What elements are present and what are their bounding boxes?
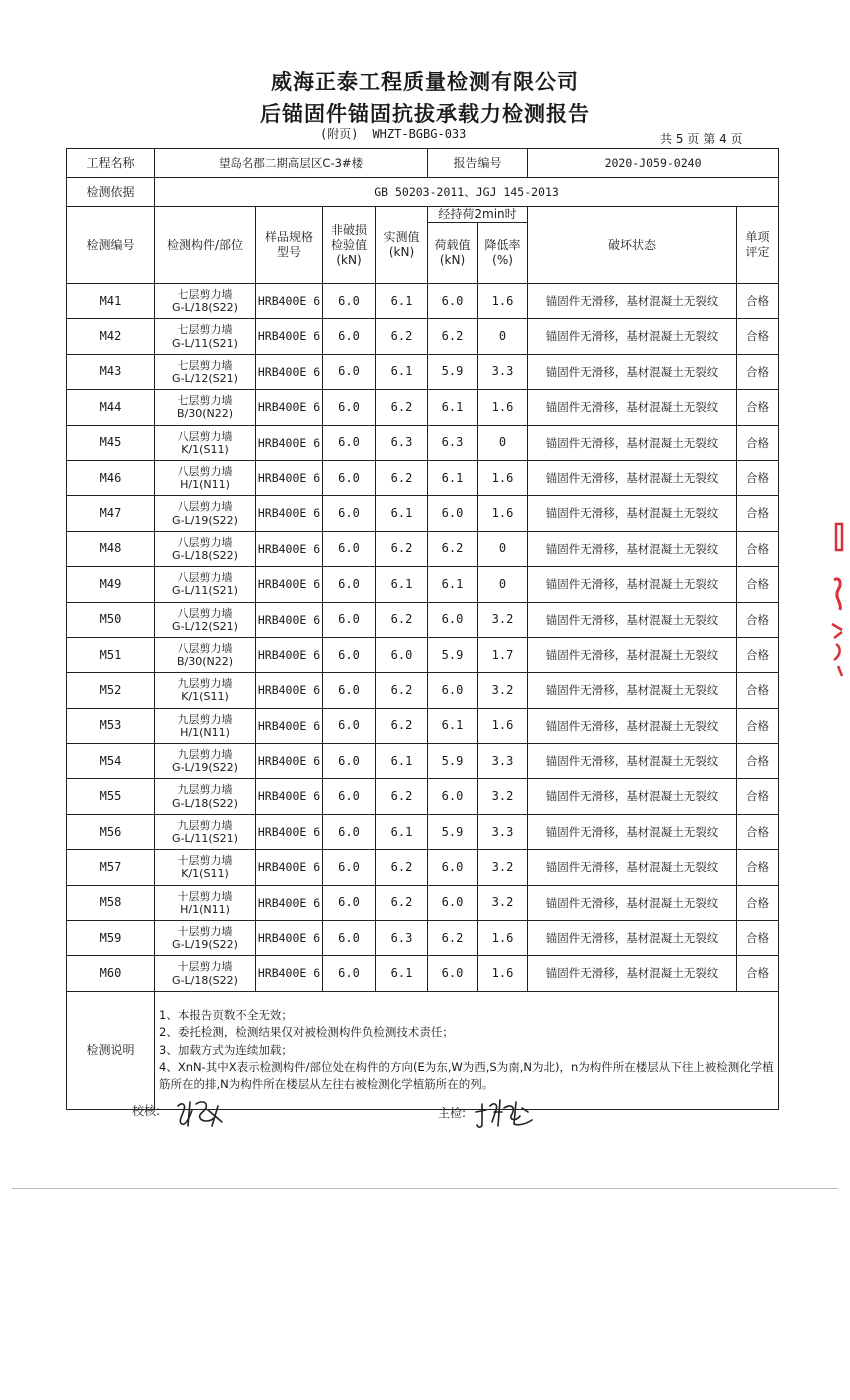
note-item: 1、本报告页数不全无效；	[159, 1008, 293, 1023]
cell-spec: HRB400E 6	[256, 602, 323, 637]
col-header-measured	[376, 207, 428, 284]
cell-spec: HRB400E 6	[256, 460, 323, 495]
cell-test-id: M49	[67, 567, 155, 602]
cell-ndt-load: 6.0	[323, 567, 376, 602]
col-header-hold-load-line: 荷载值	[434, 238, 471, 252]
cell-member	[155, 390, 256, 425]
cell-failure-state: 锚固件无滑移，基材混凝土无裂纹	[528, 850, 737, 885]
table-row	[67, 708, 779, 743]
cell-failure-state: 锚固件无滑移，基材混凝土无裂纹	[528, 814, 737, 849]
cell-member-floor: 七层剪力墙	[177, 394, 233, 408]
cell-hold-load: 5.9	[428, 354, 478, 389]
cell-member-axis: G-L/12(S21)	[172, 619, 238, 633]
cell-hold-load: 6.1	[428, 460, 478, 495]
cell-test-id: M60	[67, 956, 155, 991]
basis-row	[67, 178, 779, 207]
cell-test-id: M52	[67, 673, 155, 708]
cell-ndt-load: 6.0	[323, 673, 376, 708]
cell-member-floor: 八层剪力墙	[177, 571, 233, 585]
cell-spec: HRB400E 6	[256, 673, 323, 708]
cell-measured: 6.2	[376, 673, 428, 708]
cell-member-floor: 九层剪力墙	[177, 748, 233, 762]
cell-measured: 6.1	[376, 496, 428, 531]
cell-judgement: 合格	[737, 744, 779, 779]
cell-judgement: 合格	[737, 354, 779, 389]
cell-measured: 6.2	[376, 779, 428, 814]
cell-member-floor: 九层剪力墙	[177, 677, 233, 691]
basis-label: 检测依据	[67, 178, 155, 207]
project-value: 望岛名郡二期高层区C-3#楼	[155, 149, 428, 178]
table-row	[67, 496, 779, 531]
cell-ndt-load: 6.0	[323, 602, 376, 637]
cell-spec: HRB400E 6	[256, 814, 323, 849]
cell-member-floor: 九层剪力墙	[177, 712, 233, 726]
cell-hold-load: 6.0	[428, 779, 478, 814]
cell-measured: 6.0	[376, 637, 428, 672]
cell-judgement: 合格	[737, 460, 779, 495]
cell-hold-drop: 3.2	[478, 602, 528, 637]
cell-member-axis: K/1(S11)	[181, 690, 229, 704]
table-row	[67, 319, 779, 354]
cell-test-id: M45	[67, 425, 155, 460]
cell-judgement: 合格	[737, 850, 779, 885]
cell-member	[155, 850, 256, 885]
cell-hold-load: 6.1	[428, 390, 478, 425]
cell-member	[155, 319, 256, 354]
cell-test-id: M50	[67, 602, 155, 637]
cell-hold-drop: 1.6	[478, 921, 528, 956]
cell-failure-state: 锚固件无滑移，基材混凝土无裂纹	[528, 284, 737, 319]
cell-judgement: 合格	[737, 567, 779, 602]
cell-judgement: 合格	[737, 425, 779, 460]
cell-member	[155, 531, 256, 566]
col-header-hold-group: 经持荷2min时	[428, 207, 528, 223]
cell-ndt-load: 6.0	[323, 956, 376, 991]
cell-hold-drop: 3.2	[478, 850, 528, 885]
cell-ndt-load: 6.0	[323, 531, 376, 566]
cell-member	[155, 673, 256, 708]
report-subline	[320, 125, 466, 142]
cell-ndt-load: 6.0	[323, 425, 376, 460]
cell-spec: HRB400E 6	[256, 637, 323, 672]
cell-failure-state: 锚固件无滑移，基材混凝土无裂纹	[528, 673, 737, 708]
cell-member-floor: 九层剪力墙	[177, 818, 233, 832]
cell-hold-load: 5.9	[428, 814, 478, 849]
cell-failure-state: 锚固件无滑移，基材混凝土无裂纹	[528, 744, 737, 779]
cell-ndt-load: 6.0	[323, 637, 376, 672]
note-item: 2、委托检测，检测结果仅对被检测构件负检测技术责任；	[159, 1025, 454, 1040]
cell-hold-drop: 0	[478, 319, 528, 354]
cell-test-id: M51	[67, 637, 155, 672]
cell-measured: 6.1	[376, 284, 428, 319]
cell-spec: HRB400E 6	[256, 850, 323, 885]
table-row	[67, 531, 779, 566]
cell-failure-state: 锚固件无滑移，基材混凝土无裂纹	[528, 779, 737, 814]
cell-measured: 6.3	[376, 921, 428, 956]
main-inspector-signature	[472, 1092, 538, 1134]
col-header-hold-load-line: (kN)	[439, 253, 466, 267]
cell-hold-load: 6.0	[428, 496, 478, 531]
cell-member-floor: 八层剪力墙	[177, 606, 233, 620]
cell-member-axis: K/1(S11)	[181, 442, 229, 456]
cell-member	[155, 885, 256, 920]
cell-spec: HRB400E 6	[256, 390, 323, 425]
cell-member	[155, 496, 256, 531]
cell-failure-state: 锚固件无滑移，基材混凝土无裂纹	[528, 425, 737, 460]
cell-member	[155, 425, 256, 460]
cell-hold-load: 6.2	[428, 531, 478, 566]
table-row	[67, 284, 779, 319]
cell-test-id: M44	[67, 390, 155, 425]
col-header-judge-line: 单项	[745, 230, 770, 244]
note-item: 4、XnN-其中X表示检测构件/部位处在构件的方向(E为东,W为西,S为南,N为北)，n为构件所在楼层从下往上被检测化学植筋所在的排,N为构件所在楼层从左往右被检测化学植筋所在的列。	[159, 1059, 774, 1092]
cell-hold-drop: 3.3	[478, 354, 528, 389]
cell-member-axis: G-L/11(S21)	[172, 832, 238, 846]
table-row	[67, 814, 779, 849]
cell-member	[155, 637, 256, 672]
cell-hold-load: 5.9	[428, 637, 478, 672]
checker-label: 校核:	[132, 1104, 161, 1118]
cell-hold-drop: 1.6	[478, 284, 528, 319]
table-row	[67, 885, 779, 920]
cell-hold-drop: 1.6	[478, 496, 528, 531]
cell-member	[155, 921, 256, 956]
cell-ndt-load: 6.0	[323, 814, 376, 849]
cell-judgement: 合格	[737, 708, 779, 743]
cell-member-floor: 八层剪力墙	[177, 641, 233, 655]
cell-ndt-load: 6.0	[323, 850, 376, 885]
main-inspector-label: 主检:	[438, 1106, 467, 1120]
cell-member-floor: 七层剪力墙	[177, 323, 233, 337]
col-header-failure: 破坏状态	[528, 207, 737, 284]
cell-member	[155, 460, 256, 495]
cell-hold-drop: 3.3	[478, 814, 528, 849]
cell-measured: 6.2	[376, 602, 428, 637]
cell-member	[155, 354, 256, 389]
table-row	[67, 637, 779, 672]
table-row	[67, 354, 779, 389]
cell-judgement: 合格	[737, 319, 779, 354]
col-header-ndt-line: 检验值	[330, 237, 367, 252]
col-header-ndt	[323, 207, 376, 284]
cell-failure-state: 锚固件无滑移，基材混凝土无裂纹	[528, 531, 737, 566]
cell-spec: HRB400E 6	[256, 779, 323, 814]
cell-ndt-load: 6.0	[323, 921, 376, 956]
cell-ndt-load: 6.0	[323, 284, 376, 319]
cell-hold-drop: 3.2	[478, 779, 528, 814]
table-row	[67, 567, 779, 602]
cell-member-axis: G-L/11(S21)	[172, 336, 238, 350]
cell-measured: 6.2	[376, 708, 428, 743]
cell-judgement: 合格	[737, 637, 779, 672]
cell-member-floor: 八层剪力墙	[177, 535, 233, 549]
cell-measured: 6.2	[376, 319, 428, 354]
cell-member-floor: 十层剪力墙	[177, 925, 233, 939]
cell-spec: HRB400E 6	[256, 319, 323, 354]
cell-member-axis: K/1(S11)	[181, 867, 229, 881]
cell-ndt-load: 6.0	[323, 354, 376, 389]
cell-hold-drop: 0	[478, 567, 528, 602]
cell-test-id: M53	[67, 708, 155, 743]
cell-failure-state: 锚固件无滑移，基材混凝土无裂纹	[528, 637, 737, 672]
cell-measured: 6.2	[376, 460, 428, 495]
cell-member-axis: B/30(N22)	[176, 407, 234, 421]
cell-test-id: M48	[67, 531, 155, 566]
cell-member-floor: 七层剪力墙	[177, 288, 233, 301]
cell-test-id: M59	[67, 921, 155, 956]
seal-stamp-fragment	[822, 520, 844, 680]
cell-hold-load: 6.0	[428, 885, 478, 920]
col-header-measured-line: (kN)	[388, 245, 415, 259]
cell-hold-load: 6.2	[428, 921, 478, 956]
cell-failure-state: 锚固件无滑移，基材混凝土无裂纹	[528, 921, 737, 956]
cell-hold-load: 5.9	[428, 744, 478, 779]
col-header-hold-load	[428, 223, 478, 284]
cell-spec: HRB400E 6	[256, 708, 323, 743]
cell-ndt-load: 6.0	[323, 779, 376, 814]
cell-spec: HRB400E 6	[256, 354, 323, 389]
cell-measured: 6.2	[376, 885, 428, 920]
cell-hold-load: 6.1	[428, 708, 478, 743]
cell-hold-drop: 3.2	[478, 673, 528, 708]
col-header-hold-drop-line: 降低率	[484, 238, 521, 252]
cell-failure-state: 锚固件无滑移，基材混凝土无裂纹	[528, 354, 737, 389]
cell-member-axis: H/1(N11)	[180, 478, 230, 492]
cell-hold-drop: 3.2	[478, 885, 528, 920]
col-header-spec-line: 型号	[276, 245, 301, 259]
cell-member-axis: H/1(N11)	[180, 902, 230, 916]
cell-member	[155, 708, 256, 743]
cell-test-id: M47	[67, 496, 155, 531]
cell-member	[155, 744, 256, 779]
scan-edge-line	[12, 1188, 838, 1189]
table-row	[67, 744, 779, 779]
cell-hold-load: 6.0	[428, 602, 478, 637]
table-row	[67, 390, 779, 425]
cell-member-floor: 八层剪力墙	[177, 429, 233, 443]
cell-member	[155, 567, 256, 602]
cell-judgement: 合格	[737, 673, 779, 708]
cell-hold-drop: 1.6	[478, 390, 528, 425]
cell-member-floor: 七层剪力墙	[177, 358, 233, 372]
cell-member-floor: 九层剪力墙	[177, 783, 233, 797]
project-row	[67, 149, 779, 178]
cell-measured: 6.3	[376, 425, 428, 460]
cell-member	[155, 956, 256, 991]
cell-judgement: 合格	[737, 814, 779, 849]
cell-hold-drop: 1.6	[478, 460, 528, 495]
cell-hold-drop: 1.6	[478, 708, 528, 743]
cell-spec: HRB400E 6	[256, 744, 323, 779]
cell-hold-drop: 1.6	[478, 956, 528, 991]
cell-measured: 6.1	[376, 814, 428, 849]
cell-member-axis: G-L/11(S21)	[172, 584, 238, 598]
col-header-id: 检测编号	[67, 207, 155, 284]
notes-label: 检测说明	[67, 991, 155, 1109]
cell-ndt-load: 6.0	[323, 460, 376, 495]
cell-hold-drop: 0	[478, 531, 528, 566]
cell-member-axis: G-L/19(S22)	[172, 761, 238, 775]
cell-member-axis: G-L/19(S22)	[172, 513, 238, 527]
cell-hold-drop: 1.7	[478, 637, 528, 672]
cell-test-id: M42	[67, 319, 155, 354]
company-name: 威海正泰工程质量检测有限公司	[271, 70, 579, 94]
cell-hold-load: 6.0	[428, 284, 478, 319]
cell-test-id: M46	[67, 460, 155, 495]
cell-test-id: M43	[67, 354, 155, 389]
table-row	[67, 956, 779, 991]
cell-member-axis: G-L/18(S22)	[172, 796, 238, 810]
cell-failure-state: 锚固件无滑移，基材混凝土无裂纹	[528, 885, 737, 920]
cell-hold-load: 6.0	[428, 850, 478, 885]
cell-failure-state: 锚固件无滑移，基材混凝土无裂纹	[528, 602, 737, 637]
col-header-spec-line: 样品规格	[264, 230, 313, 244]
cell-failure-state: 锚固件无滑移，基材混凝土无裂纹	[528, 567, 737, 602]
cell-measured: 6.1	[376, 956, 428, 991]
col-header-measured-line: 实测值	[383, 230, 420, 244]
cell-failure-state: 锚固件无滑移，基材混凝土无裂纹	[528, 390, 737, 425]
cell-measured: 6.1	[376, 354, 428, 389]
appendix-label: (附页)	[320, 127, 359, 141]
cell-member-axis: B/30(N22)	[176, 655, 234, 669]
cell-hold-load: 6.3	[428, 425, 478, 460]
notes-content	[155, 991, 779, 1109]
table-row	[67, 673, 779, 708]
col-header-hold-drop	[478, 223, 528, 284]
cell-ndt-load: 6.0	[323, 885, 376, 920]
cell-member	[155, 602, 256, 637]
page-indicator	[660, 130, 743, 147]
cell-ndt-load: 6.0	[323, 390, 376, 425]
cell-judgement: 合格	[737, 921, 779, 956]
cell-member-axis: G-L/18(S22)	[172, 973, 238, 987]
cell-member-axis: H/1(N11)	[180, 725, 230, 739]
cell-ndt-load: 6.0	[323, 496, 376, 531]
cell-judgement: 合格	[737, 390, 779, 425]
cell-measured: 6.2	[376, 531, 428, 566]
cell-judgement: 合格	[737, 531, 779, 566]
cell-spec: HRB400E 6	[256, 956, 323, 991]
cell-judgement: 合格	[737, 956, 779, 991]
cell-member	[155, 779, 256, 814]
table-row	[67, 921, 779, 956]
table-row	[67, 460, 779, 495]
cell-ndt-load: 6.0	[323, 319, 376, 354]
cell-member-axis: G-L/12(S21)	[172, 371, 238, 385]
cell-member-floor: 八层剪力墙	[177, 500, 233, 514]
cell-test-id: M55	[67, 779, 155, 814]
report-no-label: 报告编号	[428, 149, 528, 178]
cell-spec: HRB400E 6	[256, 496, 323, 531]
table-row	[67, 850, 779, 885]
report-title: 后锚固件锚固抗拔承载力检测报告	[260, 102, 590, 126]
cell-member	[155, 814, 256, 849]
table-row	[67, 779, 779, 814]
note-item: 3、加载方式为连续加载；	[159, 1042, 293, 1057]
cell-hold-load: 6.2	[428, 319, 478, 354]
checker-signature	[172, 1092, 232, 1132]
cell-measured: 6.1	[376, 567, 428, 602]
col-header-judge-line: 评定	[745, 245, 770, 259]
cell-failure-state: 锚固件无滑移，基材混凝土无裂纹	[528, 319, 737, 354]
cell-hold-load: 6.0	[428, 673, 478, 708]
project-label: 工程名称	[67, 149, 155, 178]
cell-test-id: M58	[67, 885, 155, 920]
cell-spec: HRB400E 6	[256, 885, 323, 920]
cell-member-floor: 十层剪力墙	[177, 960, 233, 974]
cell-failure-state: 锚固件无滑移，基材混凝土无裂纹	[528, 496, 737, 531]
cell-member-floor: 八层剪力墙	[177, 464, 233, 478]
cell-ndt-load: 6.0	[323, 708, 376, 743]
cell-member-axis: G-L/18(S22)	[172, 301, 238, 315]
page-total: 共 5 页	[660, 132, 700, 146]
col-header-member: 检测构件/部位	[155, 207, 256, 284]
cell-failure-state: 锚固件无滑移，基材混凝土无裂纹	[528, 708, 737, 743]
cell-member-axis: G-L/19(S22)	[172, 938, 238, 952]
cell-member-axis: G-L/18(S22)	[172, 548, 238, 562]
cell-judgement: 合格	[737, 284, 779, 319]
cell-hold-drop: 0	[478, 425, 528, 460]
cell-member	[155, 284, 256, 319]
cell-spec: HRB400E 6	[256, 921, 323, 956]
cell-ndt-load: 6.0	[323, 744, 376, 779]
cell-measured: 6.2	[376, 390, 428, 425]
cell-judgement: 合格	[737, 885, 779, 920]
cell-judgement: 合格	[737, 779, 779, 814]
cell-failure-state: 锚固件无滑移，基材混凝土无裂纹	[528, 460, 737, 495]
cell-member-floor: 十层剪力墙	[177, 889, 233, 903]
cell-spec: HRB400E 6	[256, 567, 323, 602]
report-code: WHZT-BGBG-033	[372, 127, 467, 141]
cell-judgement: 合格	[737, 602, 779, 637]
cell-hold-drop: 3.3	[478, 744, 528, 779]
basis-value: GB 50203-2011、JGJ 145-2013	[155, 178, 779, 207]
table-row	[67, 425, 779, 460]
report-no-value: 2020-J059-0240	[528, 149, 779, 178]
cell-measured: 6.2	[376, 850, 428, 885]
cell-member-floor: 十层剪力墙	[177, 854, 233, 868]
cell-test-id: M57	[67, 850, 155, 885]
cell-hold-load: 6.0	[428, 956, 478, 991]
page-current: 第 4 页	[703, 132, 743, 146]
cell-hold-load: 6.1	[428, 567, 478, 602]
cell-measured: 6.1	[376, 744, 428, 779]
report-table	[66, 148, 779, 1110]
col-header-ndt-line: 非破损	[330, 222, 367, 237]
col-header-ndt-line: (kN)	[336, 252, 362, 267]
cell-spec: HRB400E 6	[256, 531, 323, 566]
cell-test-id: M56	[67, 814, 155, 849]
cell-test-id: M41	[67, 284, 155, 319]
cell-test-id: M54	[67, 744, 155, 779]
table-row	[67, 602, 779, 637]
col-header-spec	[256, 207, 323, 284]
cell-spec: HRB400E 6	[256, 425, 323, 460]
col-header-judge	[737, 207, 779, 284]
cell-spec: HRB400E 6	[256, 284, 323, 319]
cell-failure-state: 锚固件无滑移，基材混凝土无裂纹	[528, 956, 737, 991]
cell-judgement: 合格	[737, 496, 779, 531]
col-header-hold-drop-line: (%)	[492, 253, 513, 267]
header-row-1	[67, 207, 779, 223]
